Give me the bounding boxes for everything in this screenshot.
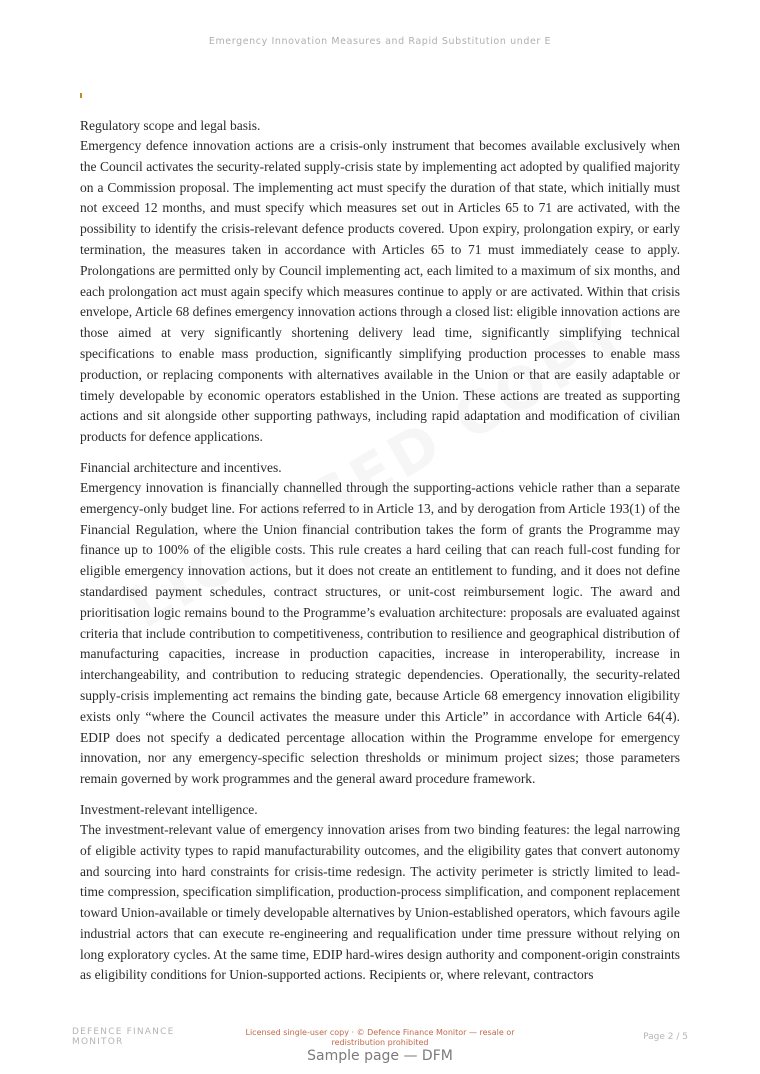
section-regulatory-scope bbox=[80, 115, 680, 448]
document-body bbox=[80, 115, 680, 995]
section-paragraph: Emergency innovation is financially channelled through the supporting-actions vehicle rather than a separate emergency-only budget line. For actions referred to in Article 13, and by derogation from Article 193(1) of the Financial Regulation, where the Union financial contribution takes the form of grants the Programme may finance up to 100% of the eligible costs. This rule creates a hard ceiling that can reach full-cost funding for eligible emergency innovation actions, but it does not create an entitlement to funding, and it does not define standardised payment schedules, contract structures, or unit-cost reimbursement logic. The award and prioritisation logic remains bound to the Programme’s evaluation architecture: proposals are evaluated against criteria that include contribution to competitiveness, contribution to resilience and geographical distribution of manufacturing capacities, increase in production capacities, increase in interoperability, increase in interchangeability, and contribution to reducing strategic dependencies. Operationally, the security-related supply-crisis implementing act remains the binding gate, because Article 68 emergency innovation eligibility exists only “where the Council activates the measure under this Article” in accordance with Article 64(4). EDIP does not specify a dedicated percentage allocation within the Programme envelope for emergency innovation, nor any emergency-specific selection thresholds or minimum project sizes; those parameters remain governed by work programmes and the general award procedure framework. bbox=[80, 479, 680, 787]
footer-brand: DEFENCE FINANCE MONITOR bbox=[72, 1027, 175, 1047]
running-header: Emergency Innovation Measures and Rapid Substitution under E bbox=[208, 36, 552, 47]
section-paragraph: The investment-relevant value of emergency innovation arises from two binding features: the legal narrowing of eligible activity types to rapid manufacturability outcomes, and the eligibility gates that convert autonomy and sourcing into hard constraints for crisis-time redesign. The activity perimeter is strictly limited to lead-time compression, specification simplification, production-process simplification, and component replacement toward Union-available or timely developable alternatives by Union-established operators, which favours agile industrial actors that can execute re-engineering and requalification under time pressure without relying on long exploratory cycles. At the same time, EDIP hard-wires design authority and component-origin constraints as eligibility conditions for Union-supported actions. Recipients or, where relevant, contractors bbox=[80, 821, 680, 983]
section-heading: Regulatory scope and legal basis. bbox=[80, 118, 261, 133]
section-heading: Investment-relevant intelligence. bbox=[80, 801, 258, 817]
section-investment-intelligence bbox=[80, 799, 680, 986]
sample-caption: Sample page — DFM bbox=[307, 1048, 453, 1064]
page-number: Page 2 / 5 bbox=[643, 1032, 688, 1042]
section-financial-architecture bbox=[80, 457, 680, 790]
accent-mark bbox=[80, 93, 82, 98]
section-heading: Financial architecture and incentives. bbox=[80, 459, 282, 475]
footer-license-notice: Licensed single-user copy · © Defence Finance Monitor — resale or redistribution prohibited bbox=[245, 1028, 515, 1047]
section-paragraph: Emergency defence innovation actions are a crisis-only instrument that becomes available exclusively when the Council activates the security-related supply-crisis state by implementing act adopted by qualified majority on a Commission proposal. The implementing act must specify the duration of that state, which initially must not exceed 12 months, and must specify which measures set out in Articles 65 to 71 are activated, with the possibility to identify the crisis-relevant defence products covered. Upon expiry, prolongation expiry, or early termination, the measures taken in accordance with Articles 65 to 71 must immediately cease to apply. Prolongations are permitted only by Council implementing act, each limited to a maximum of six months, and each prolongation act must again specify which measures continue to apply or are activated. Within that crisis envelope, Article 68 defines emergency innovation actions through a closed list: eligible innovation actions are those aimed at very significantly shortening delivery lead time, significantly simplifying technical specifications to enable mass production, significantly simplifying production processes to enable mass production, or replacing components with alternatives available in the Union or that are easily adaptable or timely developable by economic operators established in the Union. These actions are treated as supporting actions and sit alongside other supporting pathways, including rapid adaptation and modification of civilian products for defence applications. bbox=[80, 138, 680, 445]
